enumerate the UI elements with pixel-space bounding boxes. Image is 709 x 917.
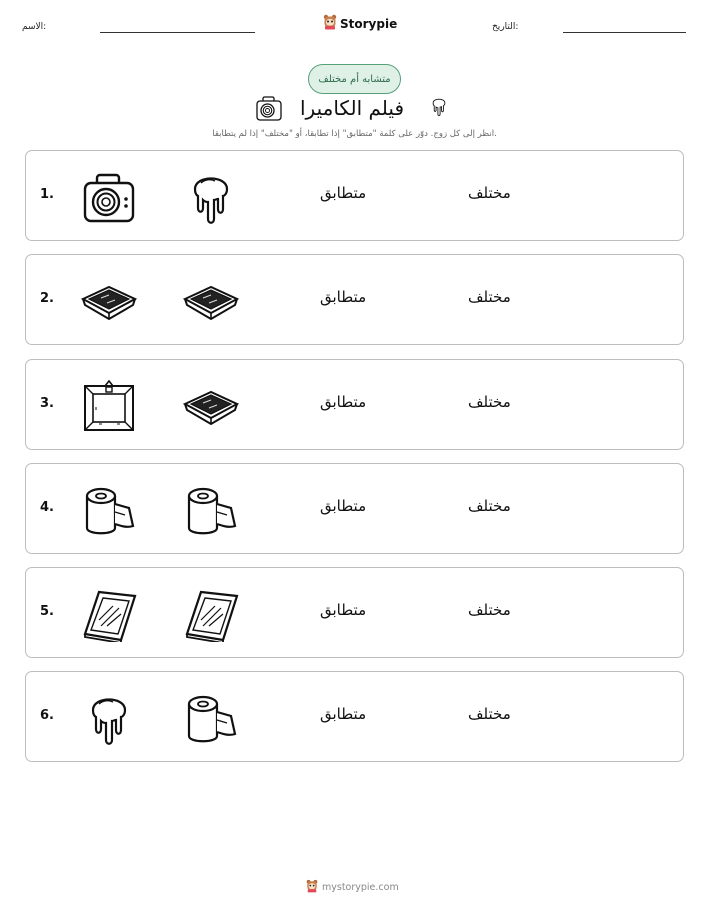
same-option[interactable]: متطابق — [320, 497, 367, 515]
different-option[interactable]: مختلف — [468, 601, 511, 619]
question-number: 2. — [40, 291, 54, 306]
name-label: الاسم: — [22, 22, 47, 32]
question-row — [25, 254, 684, 345]
glass-slide-icon — [181, 586, 241, 642]
same-option[interactable]: متطابق — [320, 288, 367, 306]
same-option[interactable]: متطابق — [320, 184, 367, 202]
paint-drip-icon — [428, 93, 450, 123]
different-option[interactable]: مختلف — [468, 288, 511, 306]
activity-tag: متشابه أم مختلف — [308, 64, 401, 94]
storypie-mascot-icon — [306, 879, 318, 896]
camera-icon — [79, 169, 139, 225]
question-row — [25, 359, 684, 450]
question-number: 4. — [40, 500, 54, 515]
same-option[interactable]: متطابق — [320, 601, 367, 619]
developing-tray-icon — [79, 273, 139, 329]
developing-tray-icon — [181, 273, 241, 329]
date-label: التاريخ: — [492, 22, 519, 32]
paint-drip-icon — [79, 690, 139, 746]
question-row — [25, 150, 684, 241]
question-number: 3. — [40, 396, 54, 411]
brand-logo — [323, 14, 397, 34]
question-row — [25, 463, 684, 554]
same-option[interactable]: متطابق — [320, 393, 367, 411]
question-row — [25, 567, 684, 658]
toilet-paper-roll-icon — [79, 482, 139, 538]
camera-icon — [254, 94, 284, 126]
question-row — [25, 671, 684, 762]
question-number: 5. — [40, 604, 54, 619]
storypie-mascot-icon — [323, 14, 337, 34]
question-number: 6. — [40, 708, 54, 723]
name-field-line[interactable] — [100, 32, 255, 33]
footer — [306, 879, 399, 896]
photo-frame-icon — [79, 378, 139, 434]
brand-name: Storypie — [340, 17, 398, 31]
glass-slide-icon — [79, 586, 139, 642]
different-option[interactable]: مختلف — [468, 497, 511, 515]
paint-drip-icon — [181, 169, 241, 225]
different-option[interactable]: مختلف — [468, 393, 511, 411]
toilet-paper-roll-icon — [181, 690, 241, 746]
page-title: فيلم الكاميرا — [300, 96, 405, 120]
toilet-paper-roll-icon — [181, 482, 241, 538]
footer-site: mystorypie.com — [322, 882, 399, 893]
different-option[interactable]: مختلف — [468, 184, 511, 202]
developing-tray-icon — [181, 378, 241, 434]
different-option[interactable]: مختلف — [468, 705, 511, 723]
question-number: 1. — [40, 187, 54, 202]
date-field-line[interactable] — [563, 32, 686, 33]
instructions: انظر إلى كل زوج. دوّر على كلمة "متطابق" إذا تطابقا، أو "مختلف" إذا لم يتطابقا. — [212, 129, 497, 139]
same-option[interactable]: متطابق — [320, 705, 367, 723]
